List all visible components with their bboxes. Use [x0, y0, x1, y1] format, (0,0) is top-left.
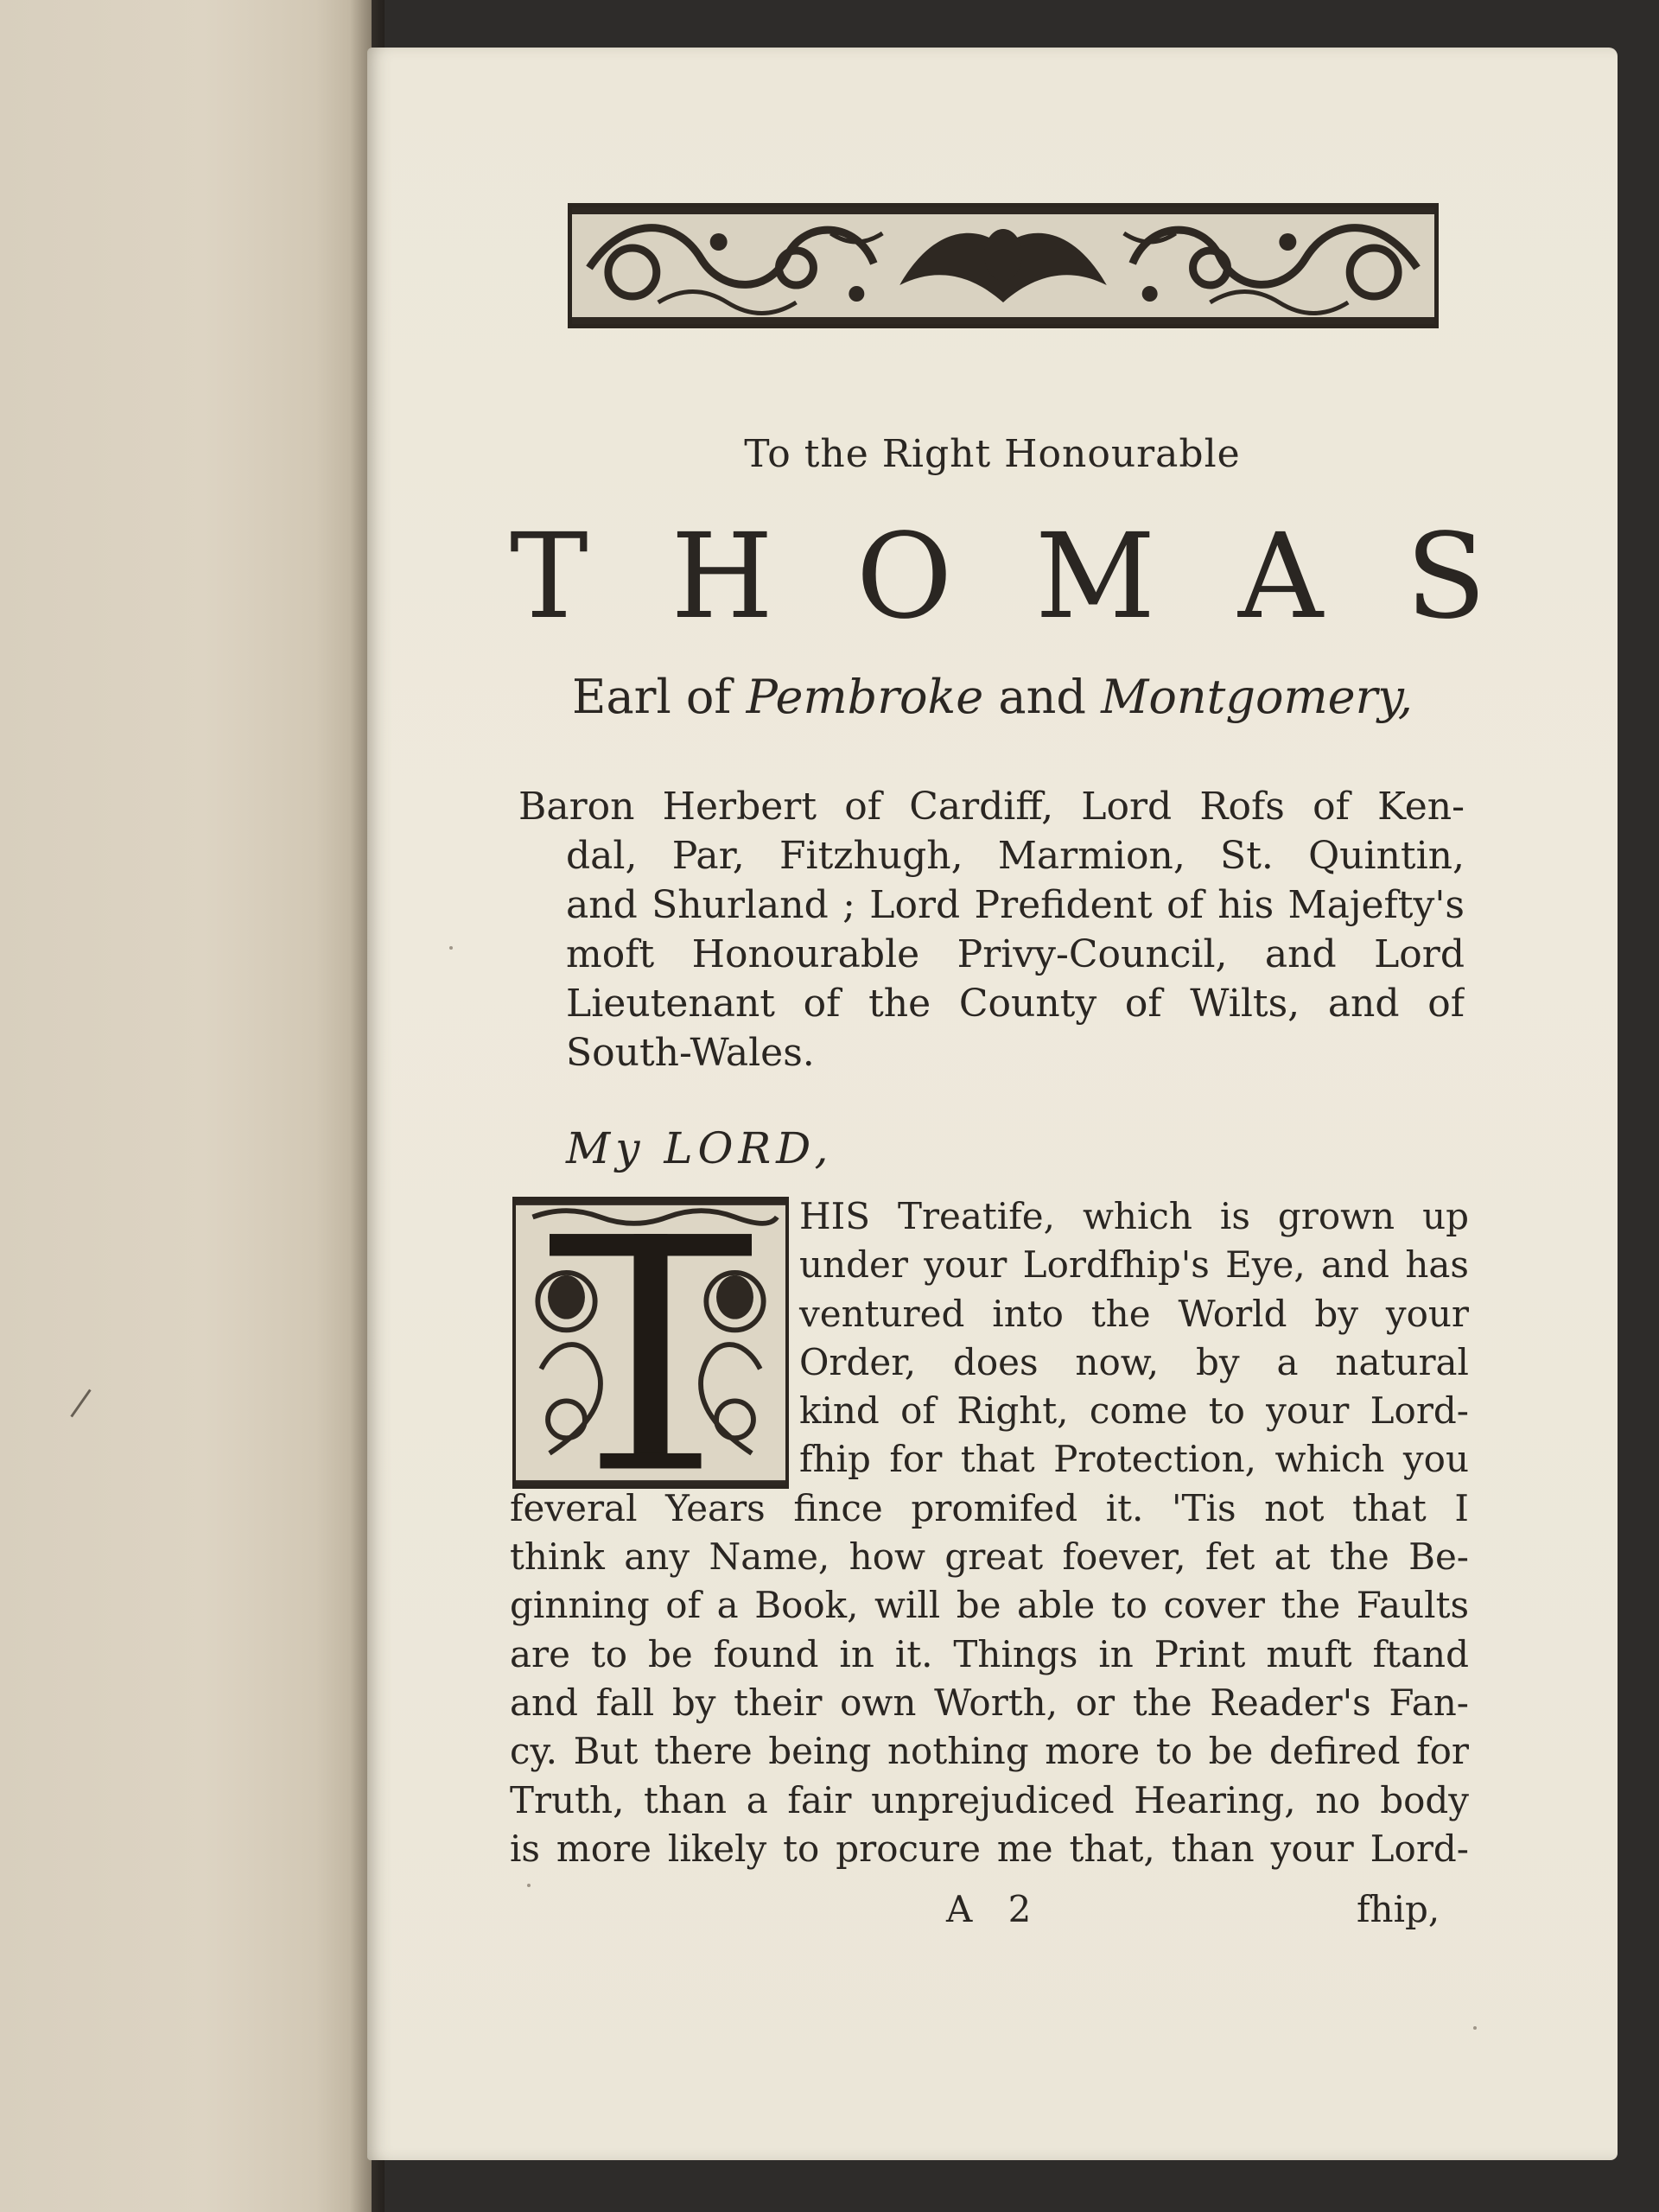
body-line: kind of Right, come to your Lord-: [799, 1389, 1469, 1433]
body-line: are to be found in it. Things in Print muft ftand: [510, 1632, 1469, 1675]
body-line: cy. But there being nothing more to be defired for: [510, 1730, 1469, 1773]
body-line: HIS Treatife, which is grown up: [799, 1195, 1469, 1237]
title-part: Earl of: [572, 670, 747, 724]
body-line: is more likely to procure me that, than your Lord-: [510, 1827, 1469, 1870]
name-letter: A: [1237, 509, 1324, 645]
title-part: and: [983, 670, 1102, 724]
body-line: fhip for that Protection, which you: [799, 1438, 1469, 1481]
salutation: My LORD,: [566, 1123, 834, 1173]
styles-line: Baron Herbert of Cardiff, Lord Rofs of Ken-: [518, 785, 1465, 829]
catchword: fhip,: [1357, 1888, 1440, 1930]
styles-line: moft Honourable Privy-Council, and Lord: [566, 932, 1465, 976]
name-letter: S: [1405, 509, 1486, 645]
earl-title: [367, 670, 1618, 724]
body-line: Truth, than a fair unprejudiced Hearing, no body: [510, 1778, 1469, 1821]
paper-speck: [449, 946, 453, 950]
dedication-page: [367, 48, 1618, 2160]
name-letter: M: [1034, 509, 1156, 645]
title-part-italic: Pembroke: [746, 670, 984, 724]
paper-speck: [527, 1884, 531, 1887]
name-letter: T: [510, 509, 588, 645]
styles-line: and Shurland ; Lord Prefident of his Majefty's: [566, 883, 1465, 927]
styles-line: dal, Par, Fitzhugh, Marmion, St. Quintin,: [566, 834, 1465, 878]
left-facing-page: [0, 0, 372, 2212]
title-part-italic: Montgomery,: [1101, 670, 1413, 724]
styles-line: Lieutenant of the County of Wilts, and of: [566, 982, 1465, 1026]
name-letter: H: [671, 509, 774, 645]
signature-mark: A 2: [946, 1888, 1044, 1930]
styles-and-titles: [518, 782, 1465, 1077]
body-line: ventured into the World by your: [799, 1292, 1469, 1335]
dedicatee-name: [510, 509, 1486, 645]
headpiece-ornament-icon: [572, 207, 1434, 324]
paper-speck: [1473, 2026, 1477, 2030]
body-line: think any Name, how great foever, fet at the Be-: [510, 1535, 1469, 1579]
styles-line: South-Wales.: [566, 1031, 815, 1075]
body-line: feveral Years fince promifed it. 'Tis not that I: [510, 1486, 1469, 1529]
dedication-body: [510, 1192, 1469, 1873]
headpiece-ornament: [568, 203, 1439, 328]
body-line: under your Lordfhip's Eye, and has: [799, 1243, 1469, 1287]
body-line: and fall by their own Worth, or the Reader's Fan-: [510, 1681, 1469, 1724]
body-line: ginning of a Book, will be able to cover the Faults: [510, 1584, 1469, 1627]
body-line: Order, does now, by a natural: [799, 1340, 1469, 1383]
name-letter: O: [855, 509, 953, 645]
dedication-heading: To the Right Honourable: [744, 432, 1241, 476]
